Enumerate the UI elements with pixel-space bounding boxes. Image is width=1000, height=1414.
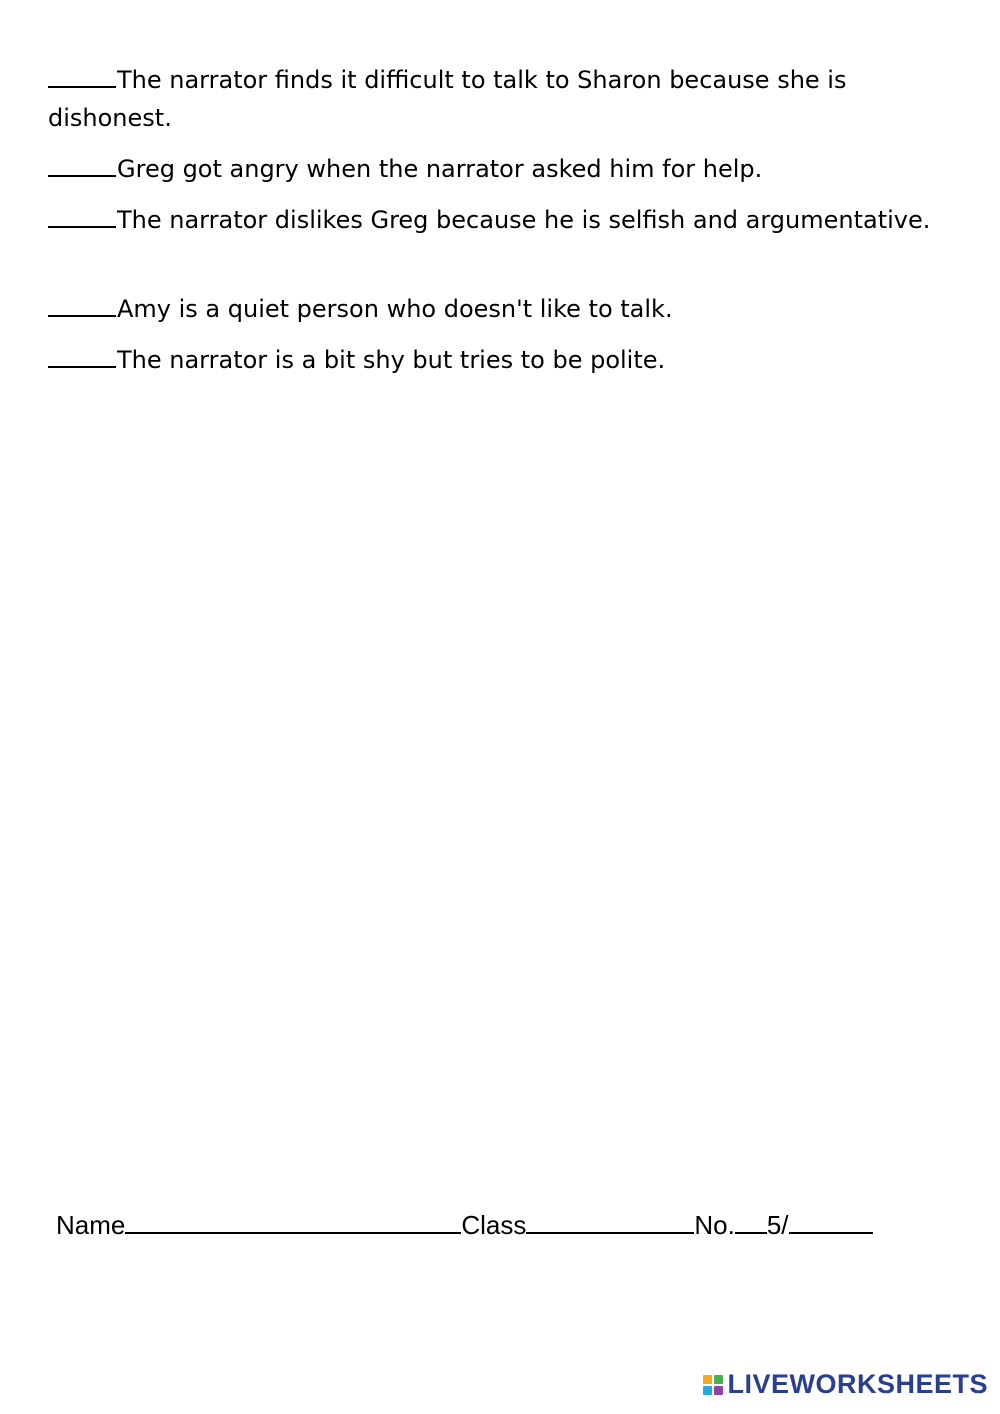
statement-text-2: Greg got angry when the narrator asked him for help. xyxy=(117,155,763,183)
number-label: No. xyxy=(694,1210,735,1240)
answer-blank-3[interactable] xyxy=(48,200,116,228)
answer-blank-5[interactable] xyxy=(48,340,116,368)
statement-3 xyxy=(48,200,948,239)
answer-blank-2[interactable] xyxy=(48,149,116,177)
score-field[interactable] xyxy=(789,1204,873,1234)
name-label: Name xyxy=(56,1210,126,1240)
class-field[interactable] xyxy=(526,1204,694,1234)
answer-blank-4[interactable] xyxy=(48,289,116,317)
class-label: Class xyxy=(461,1210,527,1240)
statement-text-1: The narrator finds it difficult to talk to Sharon because she is dishonest. xyxy=(48,66,847,132)
statement-1 xyxy=(48,60,948,137)
score-prefix: 5/ xyxy=(766,1210,789,1240)
statement-text-5: The narrator is a bit shy but tries to be polite. xyxy=(117,346,666,374)
number-field[interactable] xyxy=(735,1204,767,1234)
statement-4 xyxy=(48,289,948,328)
logo-square-3 xyxy=(703,1386,712,1395)
logo-square-1 xyxy=(703,1375,712,1384)
statement-text-3: The narrator dislikes Greg because he is selfish and argumentative. xyxy=(117,206,931,234)
statement-text-4: Amy is a quiet person who doesn't like to talk. xyxy=(117,295,673,323)
student-info-line xyxy=(56,1204,873,1245)
statement-5 xyxy=(48,340,948,379)
statement-2 xyxy=(48,149,948,188)
logo-square-4 xyxy=(714,1386,723,1395)
liveworksheets-logo xyxy=(703,1369,988,1400)
logo-mark-icon xyxy=(703,1375,723,1395)
logo-square-2 xyxy=(714,1375,723,1384)
name-field[interactable] xyxy=(125,1204,461,1234)
answer-blank-1[interactable] xyxy=(48,60,116,88)
logo-text: LIVEWORKSHEETS xyxy=(727,1369,988,1399)
